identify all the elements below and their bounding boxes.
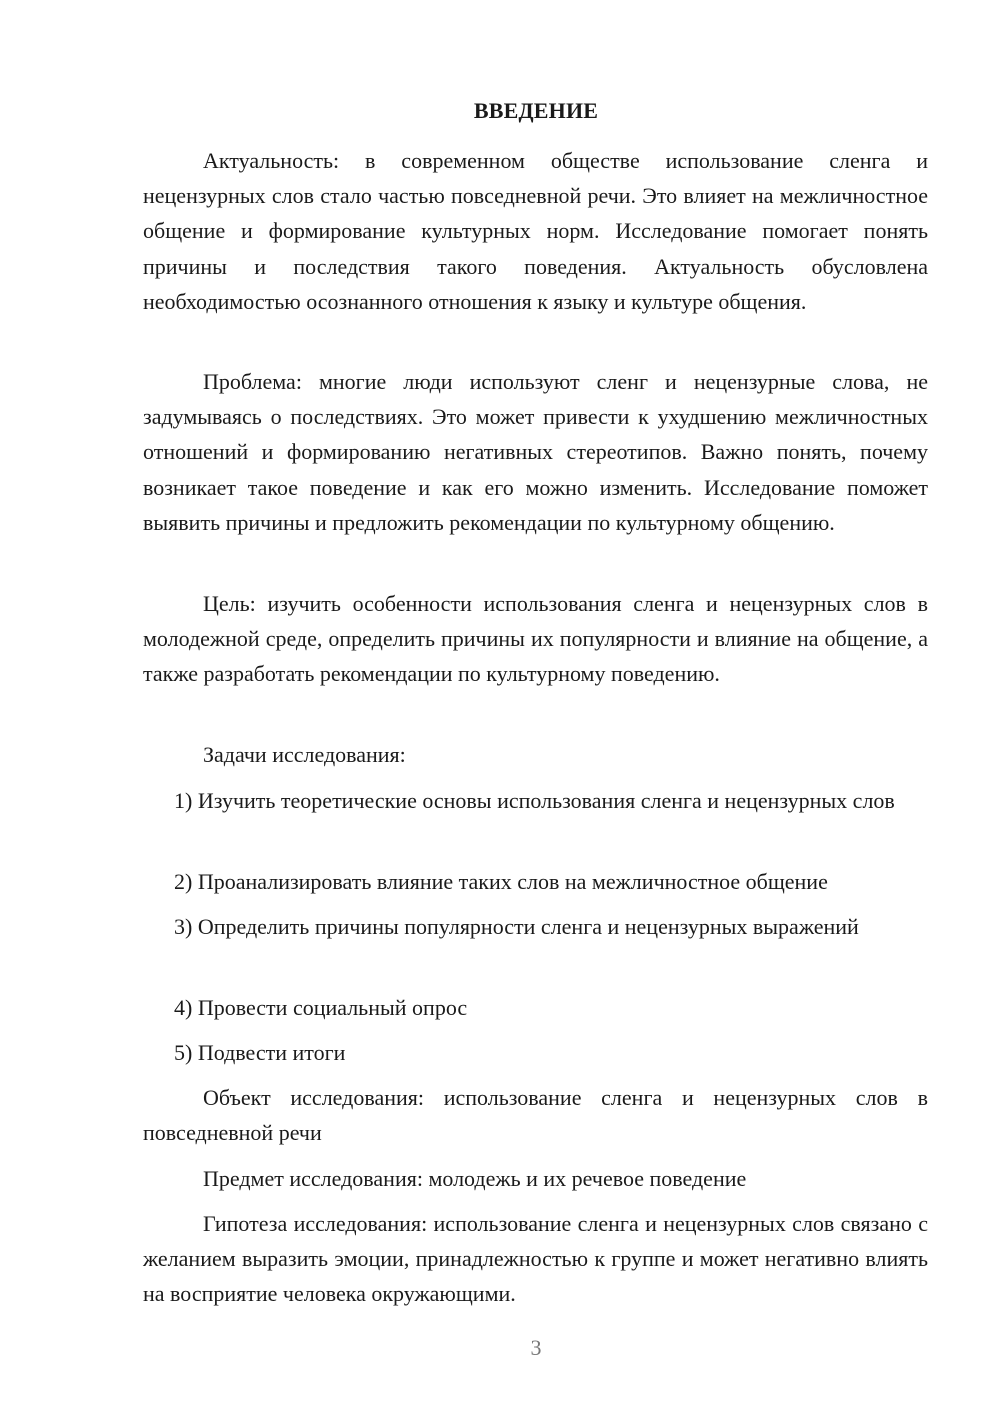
paragraph-relevance: Актуальность: в современном обществе использование сленга и нецензурных слов стало частью повседневной речи. Это влияет на межличностное общение и формирование культурных норм. Исследование помогает понять причины и последствия такого поведения. Актуальность обусловлена необходимостью осознанного отношения к языку и культуре общения. <box>143 148 928 314</box>
task-item-1: 1) Изучить теоретические основы использования сленга и нецензурных слов <box>174 788 895 813</box>
page-title: ВВЕДЕНИЕ <box>473 98 599 123</box>
paragraph-problem: Проблема: многие люди используют сленг и нецензурные слова, не задумываясь о последствиях. Это может привести к ухудшению межличностных отношений и формированию негативных стереотипов. Важно понять, почему возникает такое поведение и как его можно изменить. Исследование поможет выявить причины и предложить рекомендации по культурному общению. <box>143 369 928 535</box>
paragraph-goal: Цель: изучить особенности использования сленга и нецензурных слов в молодежной среде, определить причины их популярности и влияние на общение, а также разработать рекомендации по культурному поведению. <box>143 591 928 687</box>
paragraph-hypothesis: Гипотеза исследования: использование сленга и нецензурных слов связано с желанием выразить эмоции, принадлежностью к группе и может негативно влиять на восприятие человека окружающими. <box>143 1211 928 1307</box>
task-item-4: 4) Провести социальный опрос <box>174 995 468 1020</box>
tasks-heading: Задачи исследования: <box>203 742 406 767</box>
paragraph-object: Объект исследования: использование сленга и нецензурных слов в повседневной речи <box>143 1085 928 1146</box>
task-item-3: 3) Определить причины популярности сленга и нецензурных выражений <box>174 914 859 939</box>
task-item-2: 2) Проанализировать влияние таких слов на межличностное общение <box>174 869 828 894</box>
paragraph-subject: Предмет исследования: молодежь и их речевое поведение <box>203 1166 747 1191</box>
page-number: 3 <box>530 1335 542 1360</box>
task-item-5: 5) Подвести итоги <box>174 1040 346 1065</box>
